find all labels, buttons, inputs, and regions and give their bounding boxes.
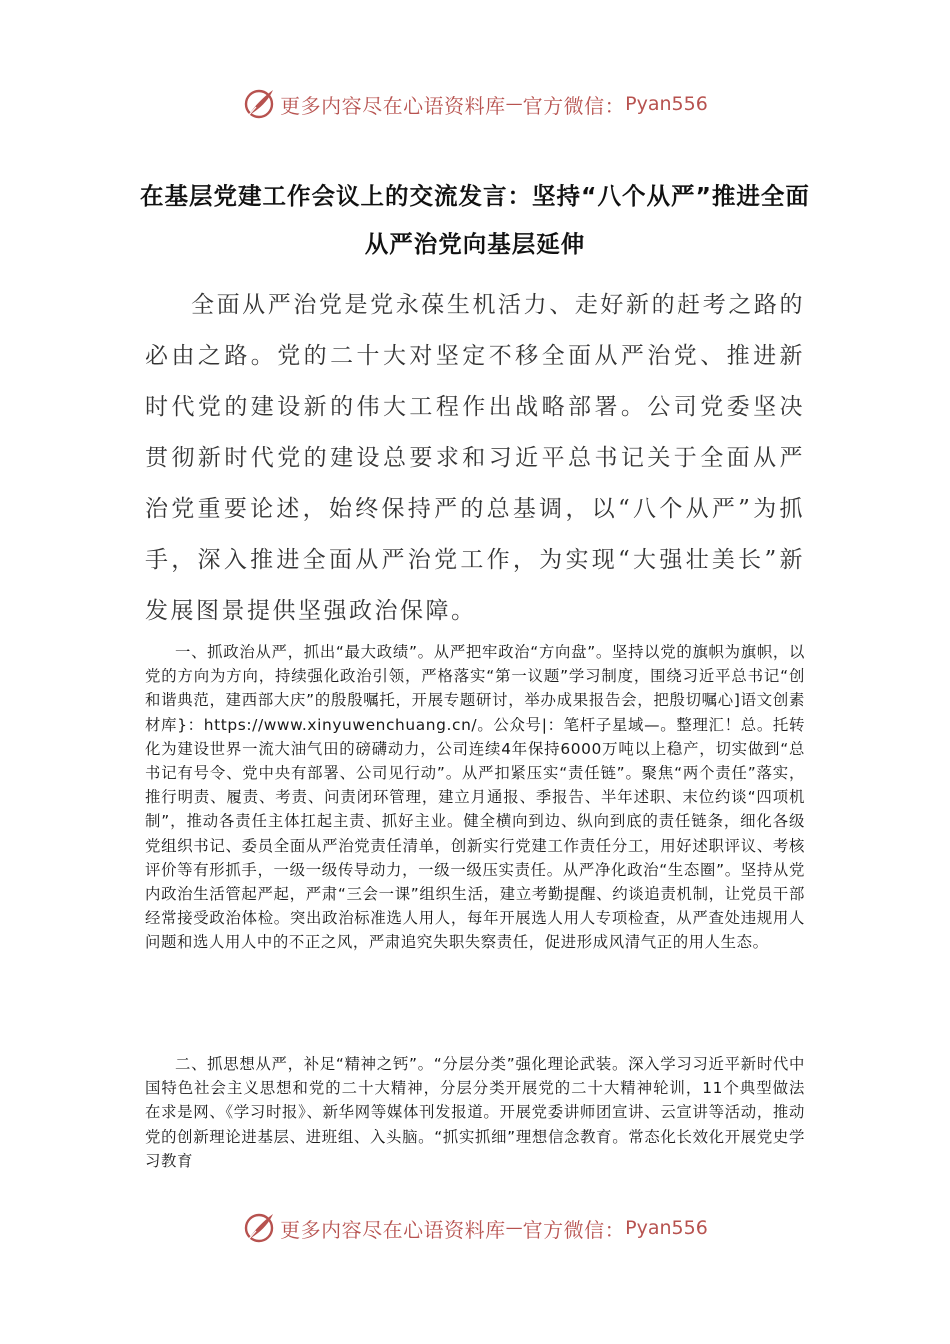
quill-pen-logo-icon	[242, 87, 276, 121]
intro-paragraph: 全面从严治党是党永葆生机活力、走好新的赶考之路的必由之路。党的二十大对坚定不移全面从严治党、推进新时代党的建设新的伟大工程作出战略部署。公司党委坚决贯彻新时代党的建设总要求和习近平总书记关于全面从严治党重要论述，始终保持严的总基调，以“八个从严”为抓手，深入推进全面从严治党工作，为实现“大强壮美长”新发展图景提供坚强政治保障。	[145, 292, 805, 624]
header-banner	[0, 84, 950, 124]
banner-wechat-label: 官方微信：	[522, 1217, 626, 1242]
banner-wechat-id: Pyan556	[625, 93, 708, 115]
document-title: 在基层党建工作会议上的交流发言：坚持“八个从严”推进全面从严治党向基层延伸	[140, 182, 810, 258]
banner-separator: —	[505, 94, 523, 114]
quill-pen-logo-icon	[242, 1211, 276, 1245]
banner-wechat-label: 官方微信：	[522, 93, 626, 118]
banner-slogan: 更多内容尽在心语资料库	[280, 93, 506, 118]
banner-slogan: 更多内容尽在心语资料库	[280, 1217, 506, 1242]
banner-wechat-id: Pyan556	[625, 1217, 708, 1239]
body-paragraph-2: 二、抓思想从严，补足“精神之钙”。“分层分类”强化理论武装。深入学习习近平新时代中国特色社会主义思想和党的二十大精神，分层分类开展党的二十大精神轮训，11个典型做法在求是网、《学习时报》、新华网等媒体刊发报道。开展党委讲师团宣讲、云宣讲等活动，推动党的创新理论进基层、进班组、入头脑。“抓实抓细”理想信念教育。常态化长效化开展党史学习教育	[145, 1055, 805, 1170]
footer-banner	[0, 1208, 950, 1248]
body-paragraph-1: 一、抓政治从严，抓出“最大政绩”。从严把牢政治“方向盘”。坚持以党的旗帜为旗帜，以党的方向为方向，持续强化政治引领，严格落实“第一议题”学习制度，围绕习近平总书记“创和谐典范，建西部大庆”的殷殷嘱托，开展专题研讨，举办成果报告会，把殷切嘱心]语文创素材库}：https://www.xinyuwenchuang.cn/。公众号|：笔杆子星域—。整理汇！总。托转化为建设世界一流大油气田的磅礴动力，公司连续4年保持6000万吨以上稳产，切实做到“总书记有号令、党中央有部署、公司见行动”。从严扣紧压实“责任链”。聚焦“两个责任”落实，推行明责、履责、考责、问责闭环管理，建立月通报、季报告、半年述职、末位约谈“四项机制”，推动各责任主体扛起主责、抓好主业。健全横向到边、纵向到底的责任链条，细化各级党组织书记、委员全面从严治党责任清单，创新实行党建工作责任分工，用好述职评议、考核评价等有形抓手，一级一级传导动力，一级一级压实责任。从严净化政治“生态圈”。坚持从党内政治生活管起严起，严肃“三会一课”组织生活，建立考勤提醒、约谈追责机制，让党员干部经常接受政治体检。突出政治标准选人用人，每年开展选人用人专项检查，从严查处违规用人问题和选人用人中的不正之风，严肃追究失职失察责任，促进形成风清气正的用人生态。	[145, 643, 805, 952]
banner-separator: —	[505, 1218, 523, 1238]
